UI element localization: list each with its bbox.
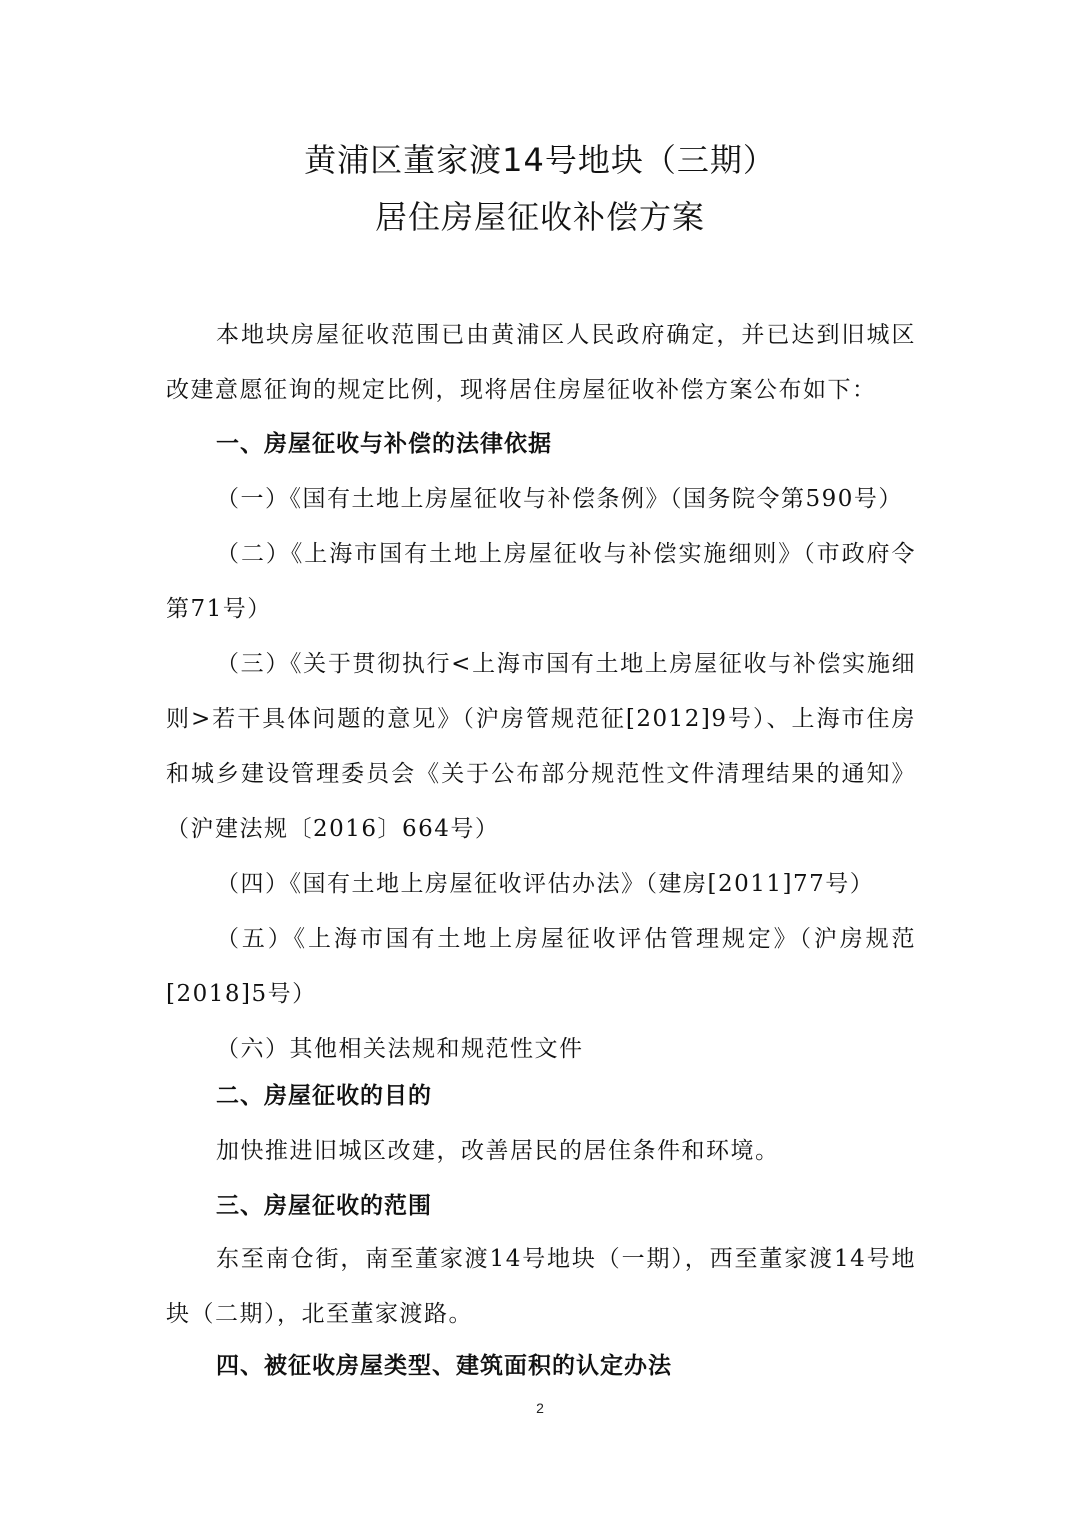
legal-basis-item-1: （一）《国有土地上房屋征收与补偿条例》（国务院令第590号） (216, 486, 903, 512)
page-number: 2 (536, 1400, 544, 1416)
document-title-line2: 居住房屋征收补偿方案 (374, 198, 705, 236)
document-title-line1: 黄浦区董家渡14号地块（三期） (304, 141, 776, 179)
legal-basis-item-6: （六）其他相关法规和规范性文件 (216, 1036, 584, 1062)
scope-paragraph: 东至南仓街，南至董家渡14号地块（一期），西至董家渡14号地块（二期），北至董家渡路。 (166, 1246, 916, 1327)
section-heading-legal-basis: 一、房屋征收与补偿的法律依据 (216, 431, 552, 457)
section-heading-scope: 三、房屋征收的范围 (216, 1193, 432, 1219)
legal-basis-item-3: （三）《关于贯彻执行<上海市国有土地上房屋征收与补偿实施细则>若干具体问题的意见》（沪房管规范征[2012]9号）、上海市住房和城乡建设管理委员会《关于公布部分规范性文件清理结果的通知》（沪建法规〔2016〕664号） (166, 651, 916, 842)
intro-paragraph: 本地块房屋征收范围已由黄浦区人民政府确定，并已达到旧城区改建意愿征询的规定比例，现将居住房屋征收补偿方案公布如下： (166, 322, 916, 403)
purpose-paragraph: 加快推进旧城区改建，改善居民的居住条件和环境。 (216, 1138, 780, 1164)
legal-basis-item-4: （四）《国有土地上房屋征收评估办法》（建房[2011]77号） (216, 871, 875, 897)
legal-basis-item-5: （五）《上海市国有土地上房屋征收评估管理规定》（沪房规范[2018]5号） (166, 926, 916, 1007)
legal-basis-item-2: （二）《上海市国有土地上房屋征收与补偿实施细则》（市政府令第71号） (166, 541, 916, 622)
section-heading-house-type: 四、被征收房屋类型、建筑面积的认定办法 (216, 1353, 672, 1379)
section-heading-purpose: 二、房屋征收的目的 (216, 1083, 432, 1109)
